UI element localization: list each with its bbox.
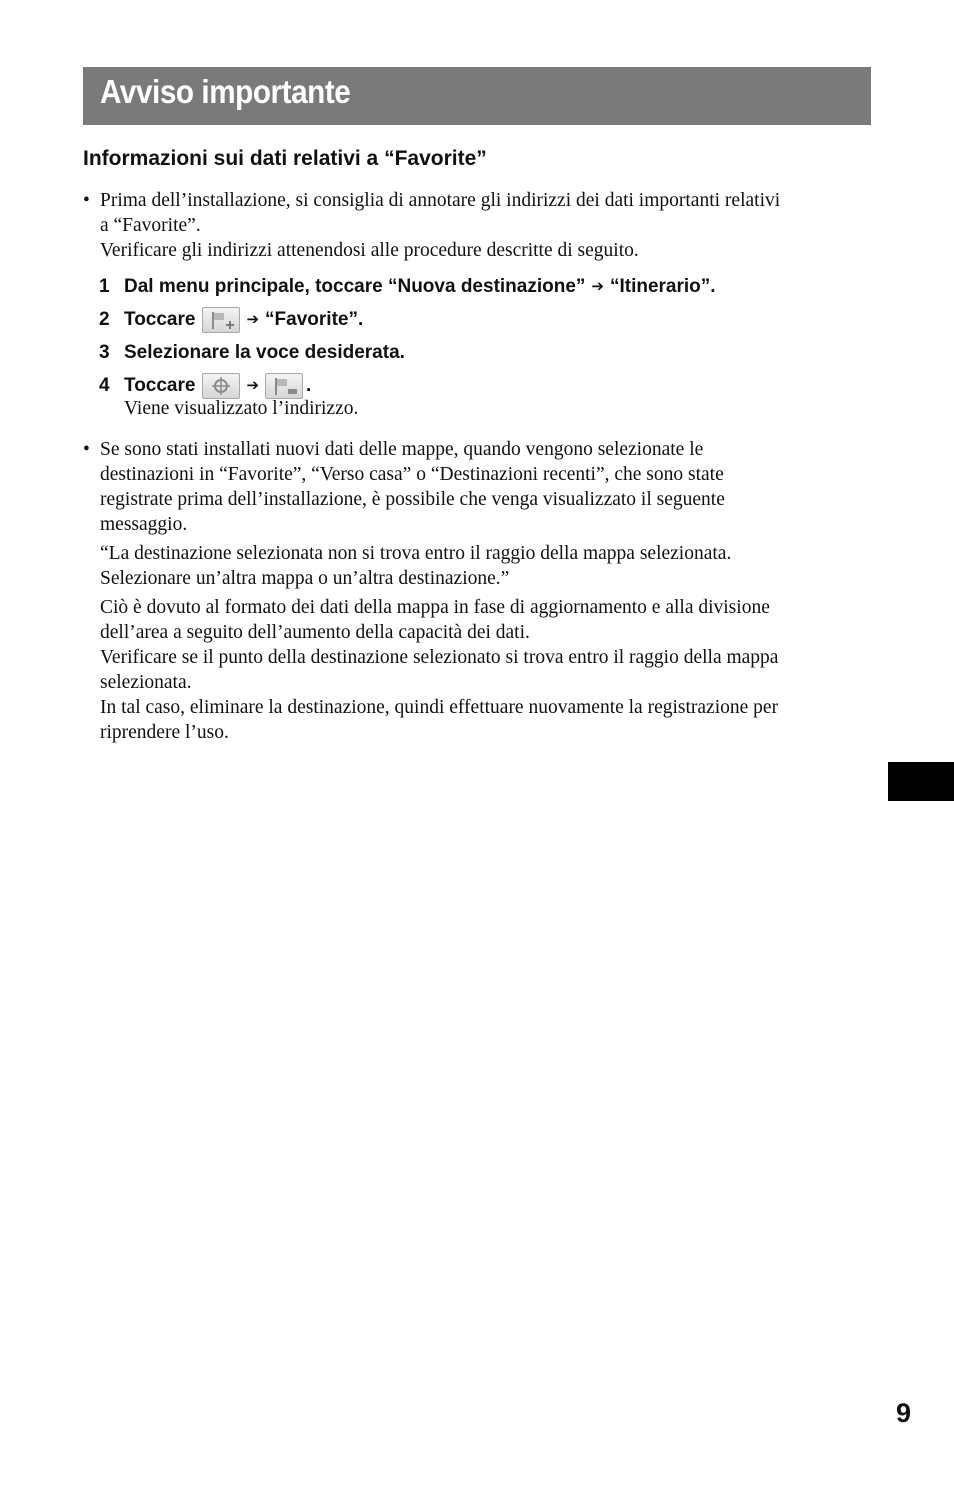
- flag-edit-icon[interactable]: [265, 373, 303, 399]
- text-line: Se sono stati installati nuovi dati delle mappe, quando vengono selezionate le: [100, 439, 704, 460]
- text-line: destinazioni in “Favorite”, “Verso casa” o “Destinazioni recenti”, che sono state: [100, 464, 724, 485]
- bullet-dot: •: [83, 439, 90, 460]
- step-text: “Favorite”.: [265, 308, 364, 330]
- step-number: 1: [99, 275, 110, 297]
- text-line: selezionata.: [100, 672, 192, 693]
- step-3: [99, 336, 879, 369]
- arrow-right-icon: ➔: [246, 310, 260, 328]
- text-line: messaggio.: [100, 514, 188, 535]
- step-text: “Itinerario”.: [609, 275, 716, 297]
- text-line: Ciò è dovuto al formato dei dati della mappa in fase di aggiornamento e alla divisione: [100, 597, 770, 618]
- text-line: a “Favorite”.: [100, 215, 201, 236]
- text-line: “La destinazione selezionata non si trova entro il raggio della mappa selezionata.: [100, 543, 732, 564]
- step-4-note: Viene visualizzato l’indirizzo.: [124, 398, 359, 419]
- section-heading: Informazioni sui dati relativi a “Favorite”: [83, 147, 487, 170]
- steps-list: [99, 270, 879, 420]
- step-text: .: [306, 374, 312, 396]
- text-line: Prima dell’installazione, si consiglia di annotare gli indirizzi dei dati importanti relativi: [100, 190, 781, 211]
- text-line: dell’area a seguito dell’aumento della capacità dei dati.: [100, 622, 530, 643]
- bullet-dot: •: [83, 190, 90, 211]
- step-text: Selezionare la voce desiderata.: [124, 341, 405, 363]
- bullet-item-2: [83, 437, 873, 745]
- step-text: Toccare: [124, 308, 196, 330]
- step-2: [99, 303, 879, 336]
- text-line: Selezionare un’altra mappa o un’altra destinazione.”: [100, 568, 510, 589]
- step-text: Toccare: [124, 374, 196, 396]
- crosshair-icon[interactable]: [202, 373, 240, 399]
- text-line: Verificare gli indirizzi attenendosi alle procedure descritte di seguito.: [100, 240, 639, 261]
- page-title: Avviso importante: [100, 73, 351, 110]
- step-number: 3: [99, 341, 110, 363]
- text-line: Verificare se il punto della destinazione selezionato si trova entro il raggio della mappa: [100, 647, 779, 668]
- arrow-right-icon: ➔: [246, 376, 260, 394]
- section-side-tab: [888, 762, 954, 801]
- text-line: riprendere l’uso.: [100, 722, 229, 743]
- step-number: 4: [99, 374, 110, 396]
- arrow-right-icon: ➔: [591, 277, 604, 295]
- step-text: Dal menu principale, toccare “Nuova destinazione”: [124, 275, 586, 297]
- step-number: 2: [99, 308, 110, 330]
- page-number: 9: [896, 1398, 912, 1428]
- title-bar: [83, 67, 871, 125]
- text-line: registrate prima dell’installazione, è possibile che venga visualizzato il seguente: [100, 489, 725, 510]
- bullet-item-1: [83, 188, 873, 263]
- flag-plus-icon[interactable]: [202, 307, 240, 333]
- step-1: [99, 270, 879, 303]
- text-line: In tal caso, eliminare la destinazione, quindi effettuare nuovamente la registrazione per: [100, 697, 779, 718]
